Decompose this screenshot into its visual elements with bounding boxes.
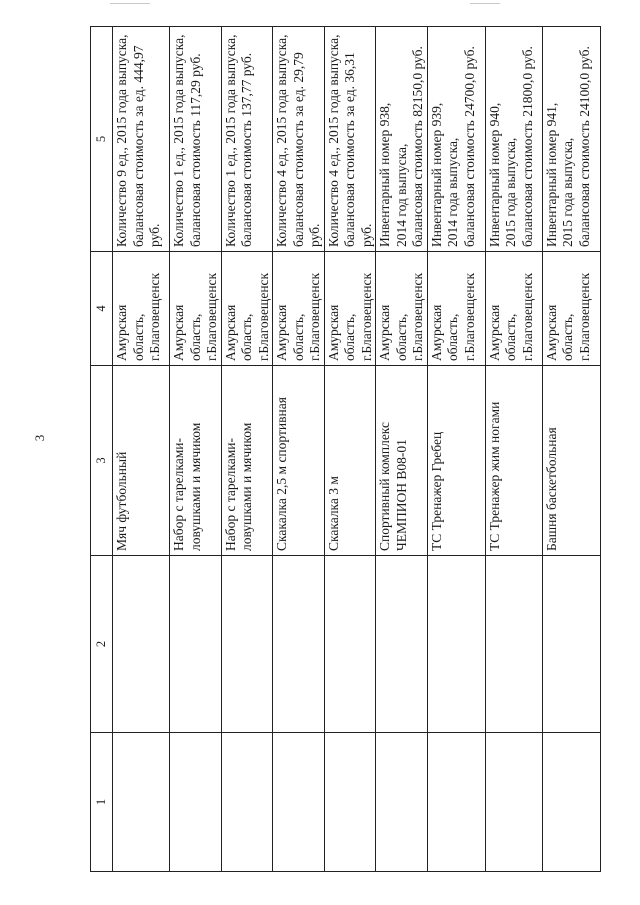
table-row — [273, 27, 325, 872]
table-row — [324, 27, 376, 872]
cell-col1 — [542, 733, 600, 872]
cell-col2 — [376, 556, 428, 733]
table-row — [485, 27, 542, 872]
item-details: Количество 1 ед., 2015 года выпуска, балансовая стоимость 117,29 руб. — [170, 27, 222, 252]
cell-col2 — [221, 556, 273, 733]
table-row — [376, 27, 428, 872]
item-details: Инвентарный номер 940, 2015 года выпуска, балансовая стоимость 21800,0 руб. — [485, 27, 542, 252]
item-name: ТС Тренажер Гребец — [427, 366, 485, 556]
item-location: Амурская область, г.Благовещенск — [273, 252, 325, 366]
item-name: Набор с тарелками- ловушками и мячиком — [221, 366, 273, 556]
table-header-row — [91, 27, 113, 872]
column-number-2: 2 — [91, 556, 113, 733]
cell-col1 — [170, 733, 222, 872]
item-details: Количество 1 ед., 2015 года выпуска, балансовая стоимость 137,77 руб. — [221, 27, 273, 252]
cell-col1 — [113, 733, 170, 872]
item-location: Амурская область, г.Благовещенск — [485, 252, 542, 366]
column-number-4: 4 — [91, 252, 113, 366]
item-details: Количество 9 ед., 2015 года выпуска, балансовая стоимость за ед. 444,97 руб. — [113, 27, 170, 252]
item-details: Инвентарный номер 939, 2014 года выпуска, балансовая стоимость 24700,0 руб. — [427, 27, 485, 252]
cell-col2 — [170, 556, 222, 733]
property-table — [90, 26, 601, 872]
cell-col2 — [542, 556, 600, 733]
table-row — [221, 27, 273, 872]
column-number-1: 1 — [91, 733, 113, 872]
cell-col2 — [273, 556, 325, 733]
cell-col1 — [273, 733, 325, 872]
item-location: Амурская область, г.Благовещенск — [170, 252, 222, 366]
scan-artifact — [110, 3, 150, 4]
item-name: Башня баскетбольная — [542, 366, 600, 556]
scan-artifact — [470, 3, 500, 4]
cell-col1 — [221, 733, 273, 872]
table-row — [170, 27, 222, 872]
item-location: Амурская область, г.Благовещенск — [427, 252, 485, 366]
item-name: Спортивный комплекс ЧЕМПИОН В08-01 — [376, 366, 428, 556]
item-name: Набор с тарелками- ловушками и мячиком — [170, 366, 222, 556]
rotated-table-container — [90, 27, 592, 872]
cell-col2 — [427, 556, 485, 733]
item-details: Количество 4 ед., 2015 года выпуска, балансовая стоимость за ед. 36,31 руб. — [324, 27, 376, 252]
item-details: Инвентарный номер 941, 2015 года выпуска, балансовая стоимость 24100,0 руб. — [542, 27, 600, 252]
item-name: Мяч футбольный — [113, 366, 170, 556]
cell-col2 — [485, 556, 542, 733]
column-number-3: 3 — [91, 366, 113, 556]
cell-col1 — [324, 733, 376, 872]
cell-col2 — [324, 556, 376, 733]
item-location: Амурская область, г.Благовещенск — [376, 252, 428, 366]
column-number-5: 5 — [91, 27, 113, 252]
item-name: Скакалка 2,5 м спортивная — [273, 366, 325, 556]
table-row — [542, 27, 600, 872]
item-location: Амурская область, г.Благовещенск — [113, 252, 170, 366]
item-name: Скакалка 3 м — [324, 366, 376, 556]
cell-col1 — [485, 733, 542, 872]
item-details: Инвентарный номер 938, 2014 год выпуска, балансовая стоимость 82150,0 руб. — [376, 27, 428, 252]
table-row — [427, 27, 485, 872]
item-location: Амурская область, г.Благовещенск — [542, 252, 600, 366]
cell-col2 — [113, 556, 170, 733]
page-number: 3 — [32, 434, 47, 442]
cell-col1 — [427, 733, 485, 872]
item-name: ТС Тренажер жим ногами — [485, 366, 542, 556]
item-details: Количество 4 ед., 2015 года выпуска, балансовая стоимость за ед. 29,79 руб. — [273, 27, 325, 252]
table-row — [113, 27, 170, 872]
cell-col1 — [376, 733, 428, 872]
item-location: Амурская область, г.Благовещенск — [324, 252, 376, 366]
item-location: Амурская область, г.Благовещенск — [221, 252, 273, 366]
